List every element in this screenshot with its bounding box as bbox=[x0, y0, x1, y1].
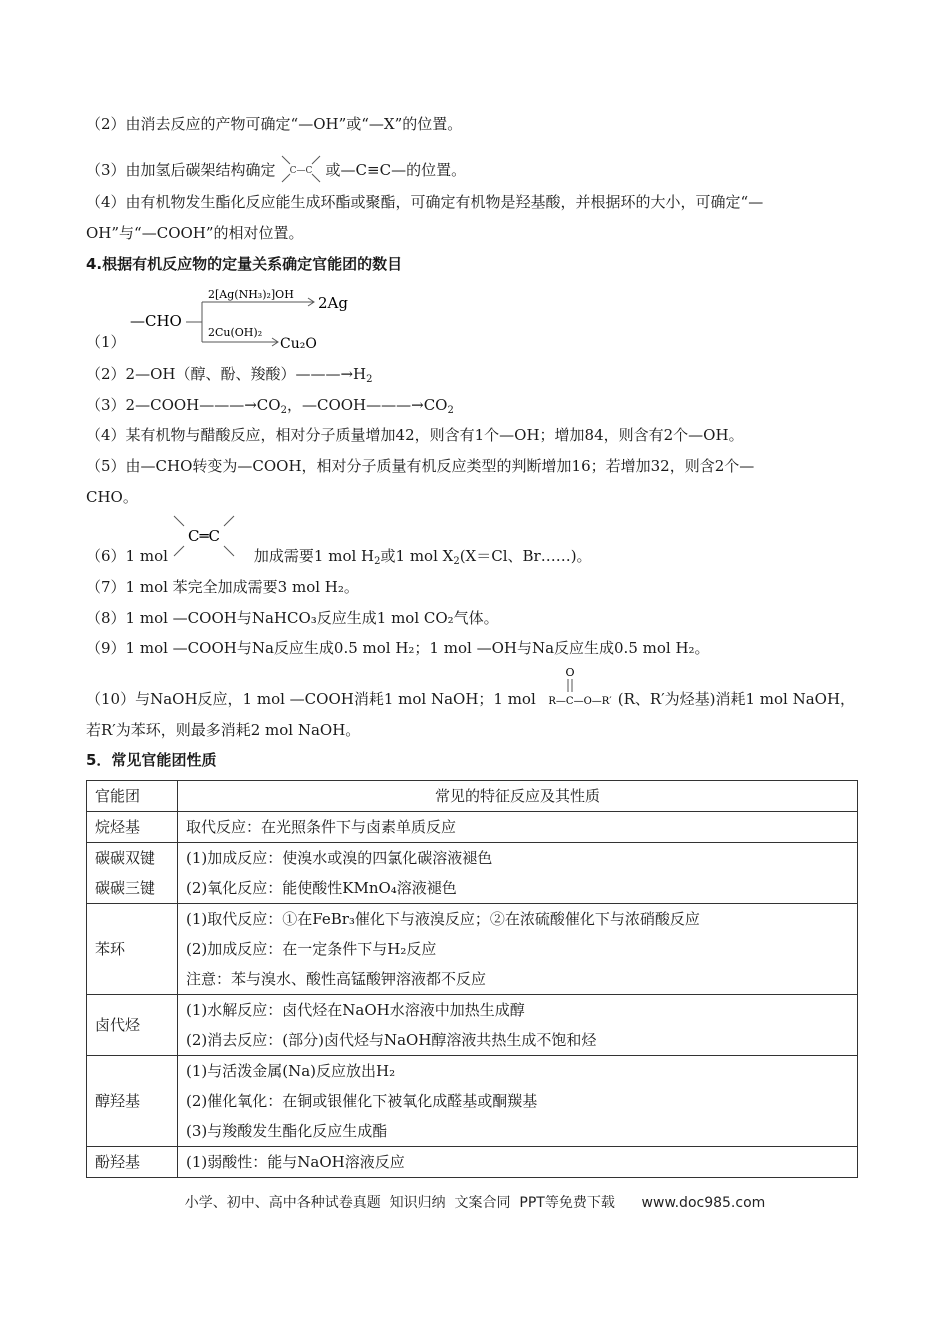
text-p4a: （4）由有机物发生酯化反应能生成环酯或聚酯，可确定有机物是羟基酸，并根据环的大小，可确定“— bbox=[86, 193, 764, 211]
group-property: (1)水解反应：卤代烃在NaOH水溶液中加热生成醇 bbox=[186, 1001, 525, 1019]
text-q5b: CHO。 bbox=[86, 488, 138, 506]
double-bond-label: C═C bbox=[188, 527, 220, 545]
sub-co2-a: 2 bbox=[280, 405, 287, 416]
cho-label: —CHO bbox=[130, 312, 182, 330]
text-p3-pre: （3）由加氢后碳架结构确定 bbox=[86, 161, 276, 179]
group-property: (2)加成反应：在一定条件下与H₂反应 bbox=[186, 940, 437, 958]
group-name: 卤代烃 bbox=[95, 1016, 141, 1034]
heading-section-4: 4.根据有机反应物的定量关系确定官能团的数目 bbox=[86, 255, 403, 273]
group-name: 酚羟基 bbox=[95, 1153, 141, 1171]
text-q3-a: （3）2—COOH———→CO bbox=[86, 396, 281, 414]
text-q2 bbox=[86, 364, 373, 384]
text-q6-post-c: (X＝Cl、Br……)。 bbox=[459, 547, 592, 565]
table-header-cell: 常见的特征反应及其性质 bbox=[178, 781, 858, 812]
text-q10-pre: （10）与NaOH反应，1 mol —COOH消耗1 mol NaOH；1 mol bbox=[86, 690, 536, 708]
group-name: 苯环 bbox=[95, 940, 126, 958]
table-header-cell: 官能团 bbox=[87, 781, 178, 812]
text-q10b: 若R′为苯环，则最多消耗2 mol NaOH。 bbox=[86, 721, 361, 739]
text-p3 bbox=[86, 150, 466, 190]
ag-product-label: 2Ag bbox=[318, 294, 348, 312]
group-property: (1)加成反应：使溴水或溴的四氯化碳溶液褪色 bbox=[186, 849, 493, 867]
group-name-cell bbox=[87, 995, 178, 1056]
group-property-cell bbox=[178, 812, 858, 843]
group-property-cell bbox=[178, 1056, 858, 1147]
text-q6-post-b: 或1 mol X bbox=[380, 547, 454, 565]
text-p4b: OH”与“—COOH”的相对位置。 bbox=[86, 224, 304, 242]
cc-label: C—C bbox=[289, 166, 312, 176]
page-footer: 小学、初中、高中各种试卷真题 知识归纳 文案合同 PPT等免费下载 www.doc985.com bbox=[184, 1195, 766, 1211]
group-name: 醇羟基 bbox=[95, 1092, 141, 1110]
text-q6-pre: （6）1 mol bbox=[86, 547, 168, 565]
cu-reagent-label: 2Cu(OH)₂ bbox=[208, 326, 263, 339]
group-property: 注意：苯与溴水、酸性高锰酸钾溶液都不反应 bbox=[186, 970, 487, 988]
table-row bbox=[87, 812, 858, 843]
ag-reagent-label: 2[Ag(NH₃)₂]OH bbox=[208, 288, 294, 301]
text-q6 bbox=[86, 546, 592, 566]
group-name: 烷烃基 bbox=[95, 818, 141, 836]
text-p3-post: 或—C≡C—的位置。 bbox=[325, 161, 467, 179]
table-row bbox=[87, 995, 858, 1056]
group-property-cell bbox=[178, 1147, 858, 1178]
table-row bbox=[87, 1147, 858, 1178]
group-property-cell bbox=[178, 995, 858, 1056]
group-property-cell bbox=[178, 904, 858, 995]
table-row bbox=[87, 904, 858, 995]
text-q4: （4）某有机物与醋酸反应，相对分子质量增加42，则含有1个—OH；增加84，则含有2个—OH。 bbox=[86, 426, 744, 444]
sub-h2: 2 bbox=[366, 374, 373, 385]
text-q5a: （5）由—CHO转变为—COOH，相对分子质量有机反应类型的判断增加16；若增加32，则含2个— bbox=[86, 457, 755, 475]
ester-label: R—C—O—R′ bbox=[548, 696, 612, 707]
text-q2-main: （2）2—OH（醇、酚、羧酸）———→H bbox=[86, 365, 367, 383]
group-property: (1)取代反应：①在FeBr₃催化下与液溴反应；②在浓硫酸催化下与浓硝酸反应 bbox=[186, 910, 700, 928]
group-name-cell bbox=[87, 1147, 178, 1178]
cho-reaction-diagram bbox=[126, 284, 366, 352]
functional-group-table bbox=[86, 780, 858, 1178]
ester-o-label: O bbox=[565, 666, 575, 679]
group-property: (1)与活泼金属(Na)反应放出H₂ bbox=[186, 1062, 396, 1080]
group-name: 碳碳双键 bbox=[95, 849, 156, 867]
text-q10-post: (R、R′为烃基)消耗1 mol NaOH， bbox=[617, 690, 856, 708]
sub-h2-q6: 2 bbox=[374, 556, 381, 567]
group-property: (1)弱酸性：能与NaOH溶液反应 bbox=[186, 1153, 405, 1171]
group-name: 碳碳三键 bbox=[95, 879, 156, 897]
group-property-cell bbox=[178, 843, 858, 904]
sub-x2-q6: 2 bbox=[453, 556, 460, 567]
text-q10 bbox=[86, 689, 855, 709]
text-p2: （2）由消去反应的产物可确定“—OH”或“—X”的位置。 bbox=[86, 115, 463, 133]
table-header-row bbox=[87, 781, 858, 812]
group-property: (2)催化氧化：在铜或银催化下被氧化成醛基或酮羰基 bbox=[186, 1092, 538, 1110]
cu-product-label: Cu₂O bbox=[280, 336, 317, 352]
table-row bbox=[87, 1056, 858, 1147]
text-q6-post-a: 加成需要1 mol H bbox=[253, 547, 375, 565]
group-property: (2)氧化反应：能使酸性KMnO₄溶液褪色 bbox=[186, 879, 457, 897]
group-property: (3)与羧酸发生酯化反应生成酯 bbox=[186, 1122, 388, 1140]
group-name-cell bbox=[87, 812, 178, 843]
heading-section-5: 5．常见官能团性质 bbox=[86, 751, 217, 769]
group-name-cell bbox=[87, 843, 178, 904]
table-row bbox=[87, 843, 858, 904]
text-q7: （7）1 mol 苯完全加成需要3 mol H₂。 bbox=[86, 578, 359, 596]
text-q1-label: （1） bbox=[86, 333, 126, 351]
group-property: 取代反应：在光照条件下与卤素单质反应 bbox=[186, 818, 457, 836]
sub-co2-b: 2 bbox=[447, 405, 454, 416]
ester-structure bbox=[540, 664, 622, 710]
group-name-cell bbox=[87, 904, 178, 995]
cc-single-bond-structure bbox=[276, 152, 326, 190]
text-q3-b: ，—COOH———→CO bbox=[286, 396, 448, 414]
text-q9: （9）1 mol —COOH与Na反应生成0.5 mol H₂；1 mol —OH与Na反应生成0.5 mol H₂。 bbox=[86, 639, 710, 657]
text-q3 bbox=[86, 395, 454, 415]
text-q8: （8）1 mol —COOH与NaHCO₃反应生成1 mol CO₂气体。 bbox=[86, 609, 499, 627]
group-property: (2)消去反应：(部分)卤代烃与NaOH醇溶液共热生成不饱和烃 bbox=[186, 1031, 597, 1049]
group-name-cell bbox=[87, 1056, 178, 1147]
